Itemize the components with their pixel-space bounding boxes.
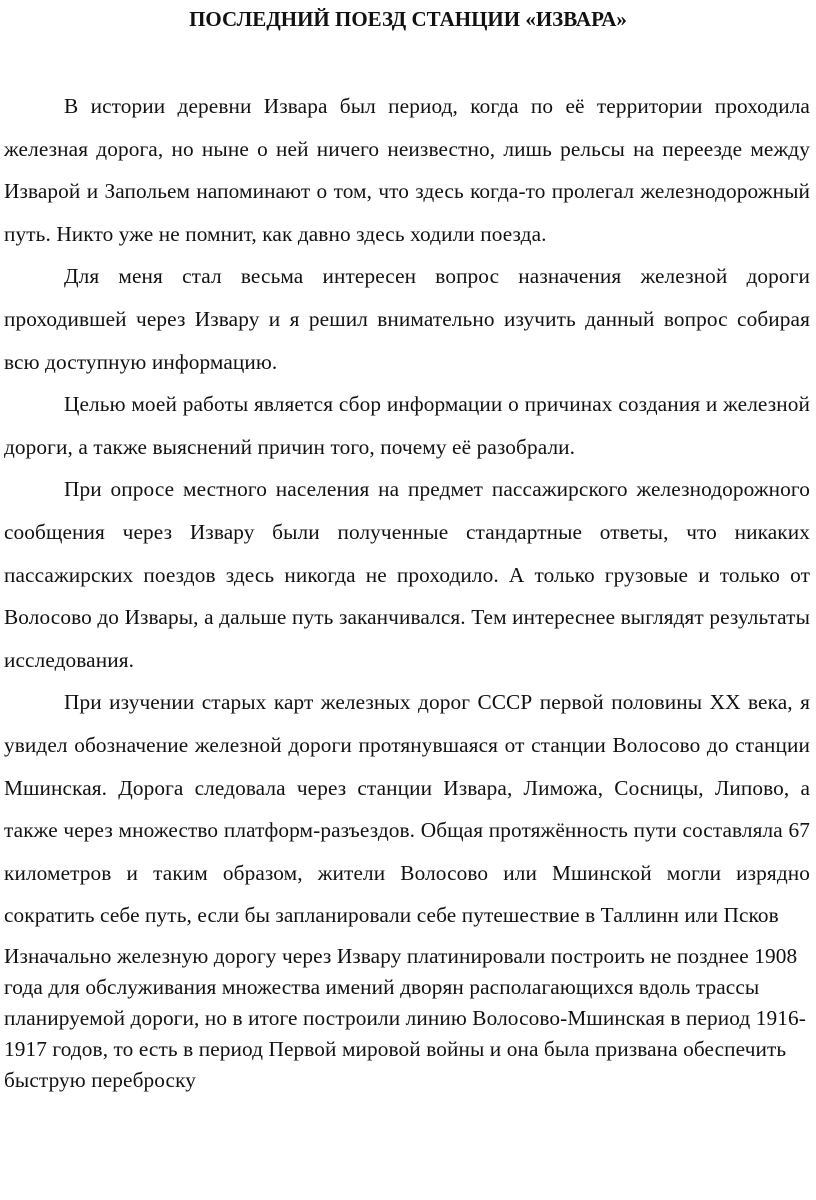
paragraph-history: Изначально железную дорогу через Извару платинировали построить не позднее 1908 года для обслуживания множества имений дворян располагающихся вдоль трассы планируемой дороги, но в итоге построили линию Волосово-Мшинская в период 1916-1917 годов, то есть в период Первой мировой войны и она была призвана обеспечить быструю переброску (4, 943, 806, 1092)
paragraph-survey: При опросе местного населения на предмет пассажирского железнодорожного сообщения через Извару были полученные стандартные ответы, что никаких пассажирских поездов здесь никогда не проходило. А только грузовые и только от Волосово до Извары, а дальше путь заканчивался. Тем интереснее выглядят результаты исследования. (4, 477, 810, 672)
document-title: ПОСЛЕДНИЙ ПОЕЗД СТАНЦИИ «ИЗВАРА» (189, 7, 627, 31)
document-body (4, 85, 810, 1096)
paragraph-intro: В истории деревни Извара был период, когда по её территории проходила железная дорога, но ныне о ней ничего неизвестно, лишь рельсы на переезде между Изварой и Запольем напоминают о том, что здесь когда-то пролегал железнодорожный путь. Никто уже не помнит, как давно здесь ходили поезда. (4, 94, 810, 246)
paragraph-maps: При изучении старых карт железных дорог СССР первой половины XX века, я увидел обозначение железной дороги протянувшаяся от станции Волосово до станции Мшинская. Дорога следовала через станции Извара, Лиможа, Сосницы, Липово, а также через множество платформ-разъездов. Общая протяжённость пути составляла 67 километров и таким образом, жители Волосово или Мшинской могли изрядно сократить себе путь, если бы запланировали себе путешествие в Таллинн или Псков (4, 690, 810, 928)
paragraph-goal: Целью моей работы является сбор информации о причинах создания и железной дороги, а также выяснений причин того, почему её разобрали. (4, 392, 810, 459)
paragraph-interest: Для меня стал весьма интересен вопрос назначения железной дороги проходившей через Извару и я решил внимательно изучить данный вопрос собирая всю доступную информацию. (4, 264, 810, 374)
